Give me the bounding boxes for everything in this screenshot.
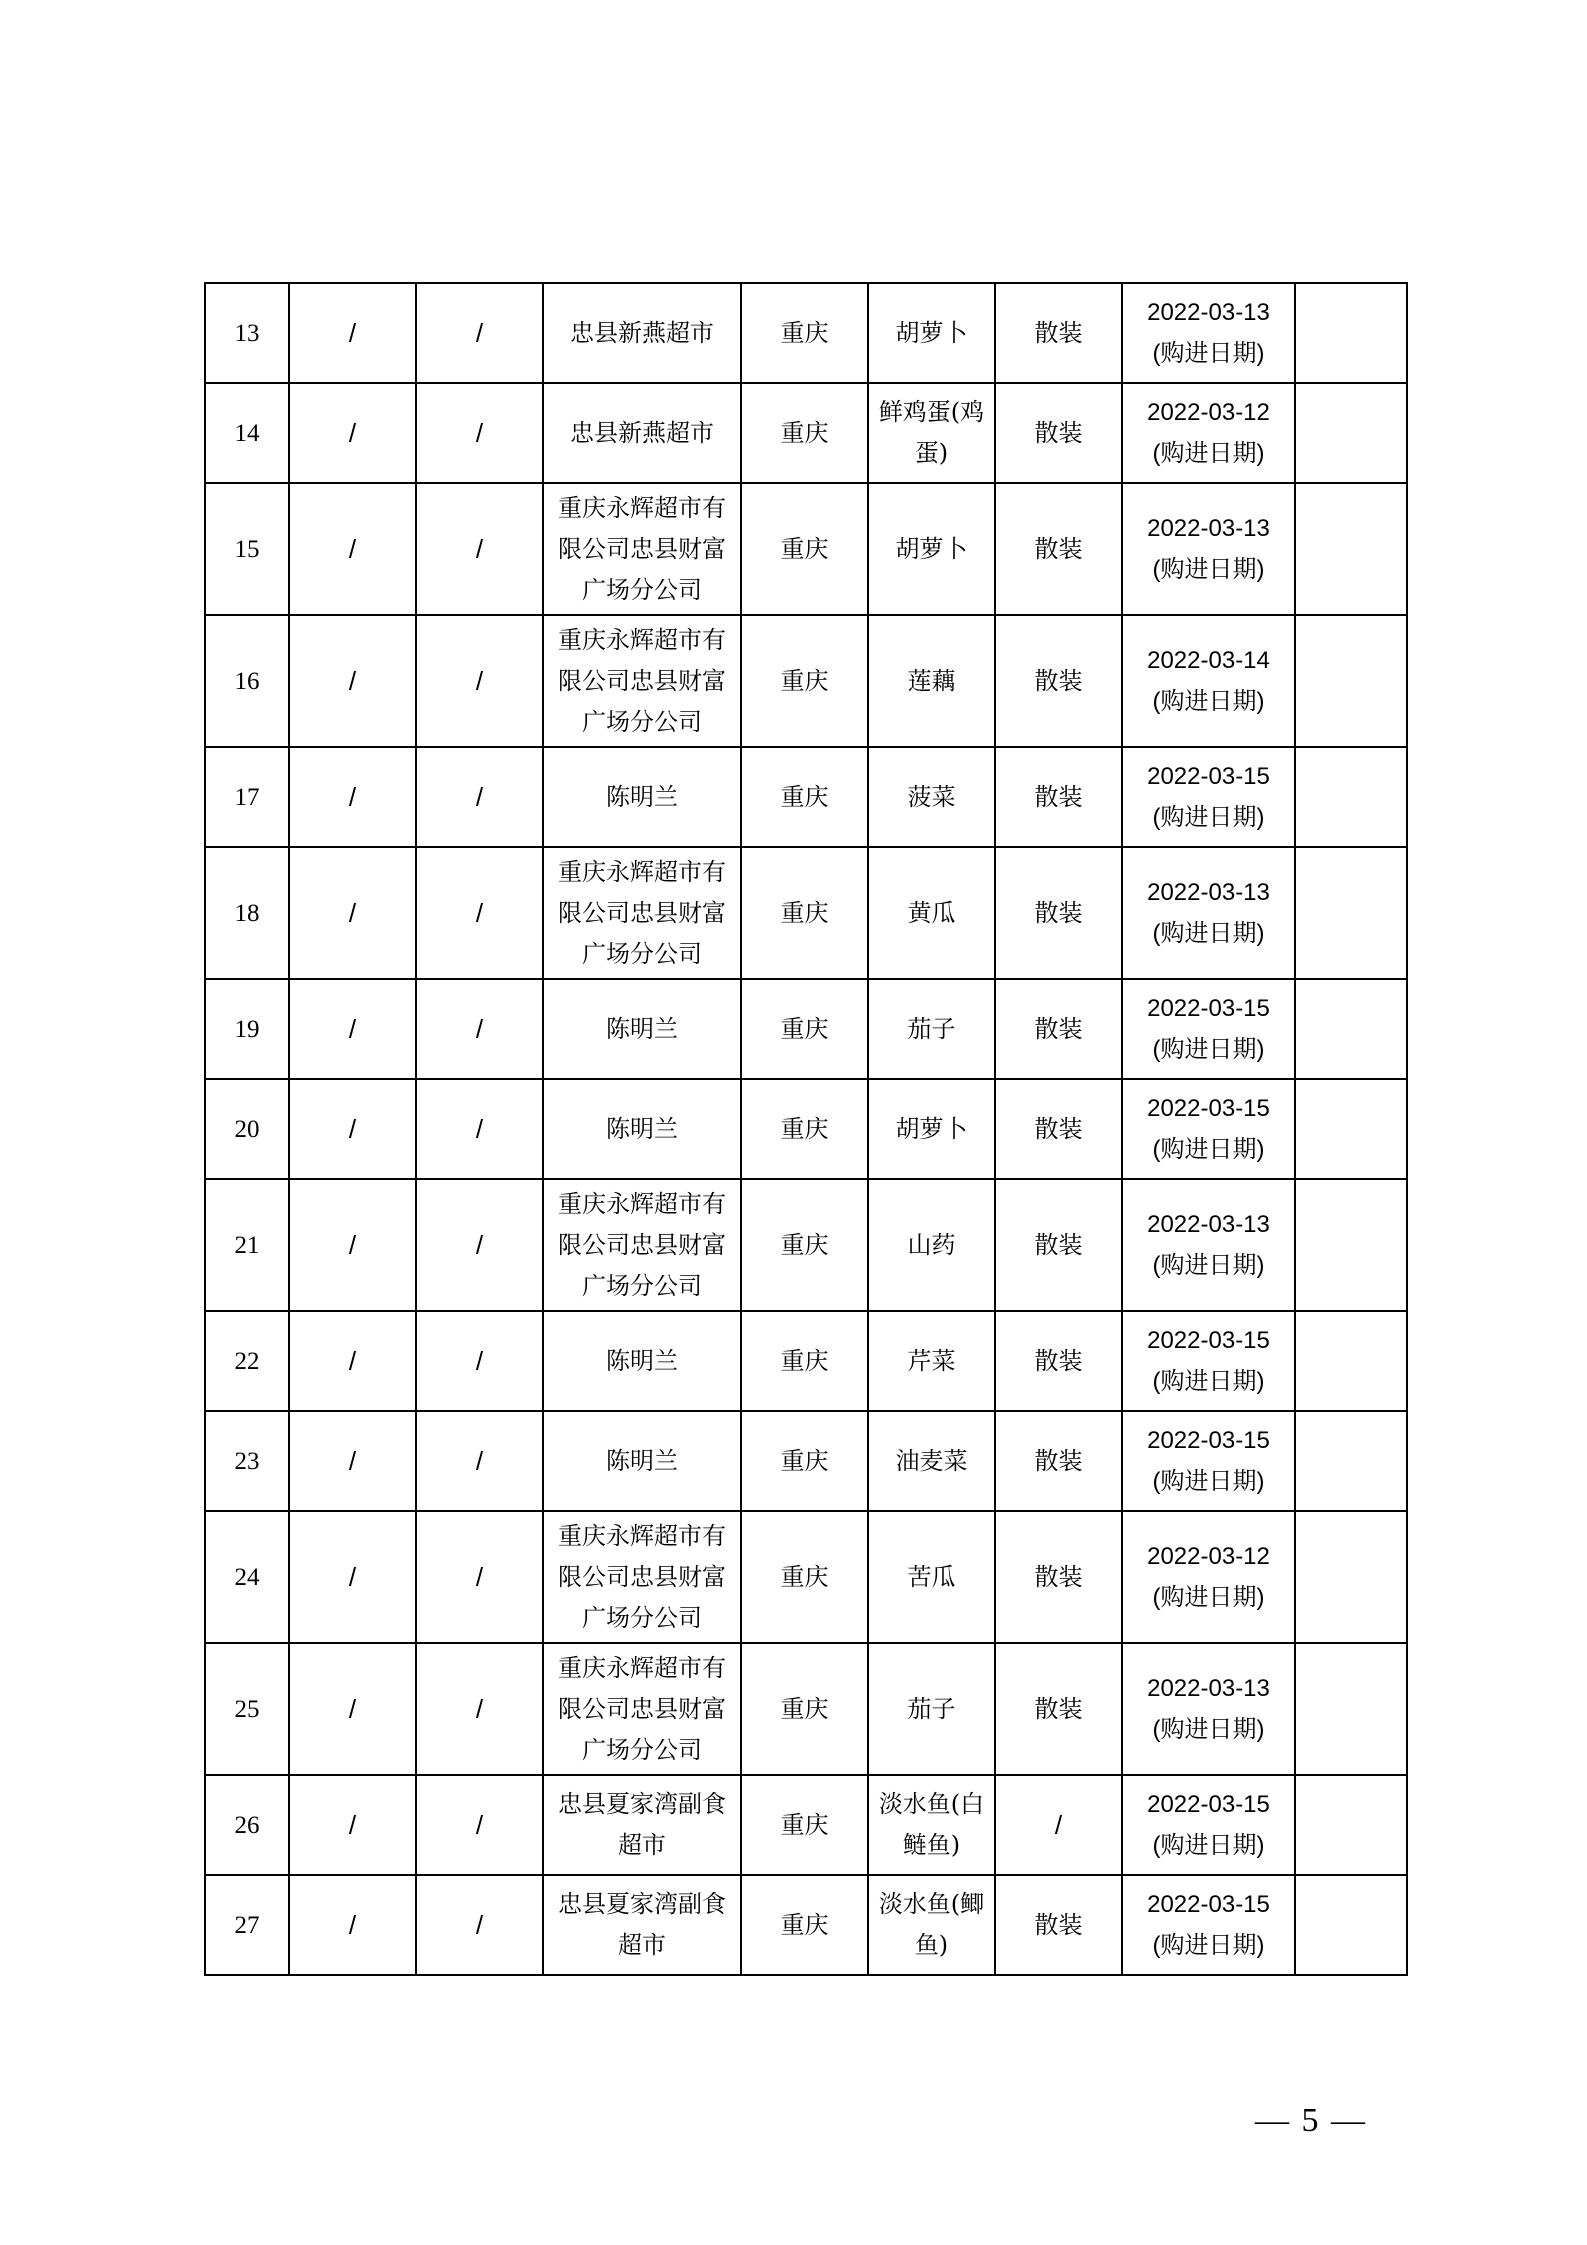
seller-name: 忠县新燕超市 <box>543 283 741 383</box>
cell-slash: / <box>416 483 543 615</box>
packaging: 散装 <box>995 1511 1122 1643</box>
purchase-date <box>1122 747 1295 847</box>
purchase-date <box>1122 1079 1295 1179</box>
cell-slash: / <box>289 847 416 979</box>
seller-name: 忠县夏家湾副食超市 <box>543 1875 741 1975</box>
seller-name: 忠县夏家湾副食超市 <box>543 1775 741 1875</box>
date-value: 2022-03-13 <box>1147 299 1270 326</box>
packaging: 散装 <box>995 1875 1122 1975</box>
cell-slash: / <box>289 383 416 483</box>
page-number: — 5 — <box>1255 2102 1367 2139</box>
origin: 重庆 <box>741 383 868 483</box>
date-value: 2022-03-13 <box>1147 515 1270 542</box>
product-name: 胡萝卜 <box>868 283 995 383</box>
cell-slash: / <box>289 1511 416 1643</box>
product-name: 胡萝卜 <box>868 483 995 615</box>
packaging: 散装 <box>995 1079 1122 1179</box>
table-body <box>205 283 1407 1975</box>
remark-cell <box>1295 1411 1407 1511</box>
seller-name: 陈明兰 <box>543 1311 741 1411</box>
date-note: (购进日期) <box>1152 804 1265 831</box>
cell-slash: / <box>416 615 543 747</box>
date-note: (购进日期) <box>1152 1468 1265 1495</box>
product-name: 淡水鱼(鲫鱼) <box>868 1875 995 1975</box>
purchase-date <box>1122 847 1295 979</box>
cell-slash: / <box>416 1511 543 1643</box>
product-name: 菠菜 <box>868 747 995 847</box>
purchase-date <box>1122 1775 1295 1875</box>
seller-name: 重庆永辉超市有限公司忠县财富广场分公司 <box>543 615 741 747</box>
purchase-date <box>1122 1511 1295 1643</box>
purchase-date <box>1122 1643 1295 1775</box>
date-value: 2022-03-13 <box>1147 1211 1270 1238</box>
remark-cell <box>1295 383 1407 483</box>
origin: 重庆 <box>741 1511 868 1643</box>
date-note: (购进日期) <box>1152 1932 1265 1959</box>
origin: 重庆 <box>741 847 868 979</box>
cell-slash: / <box>416 1079 543 1179</box>
seller-name: 重庆永辉超市有限公司忠县财富广场分公司 <box>543 483 741 615</box>
purchase-date <box>1122 979 1295 1079</box>
product-name: 莲藕 <box>868 615 995 747</box>
seller-name: 重庆永辉超市有限公司忠县财富广场分公司 <box>543 1643 741 1775</box>
row-number: 20 <box>205 1079 289 1179</box>
cell-slash: / <box>416 747 543 847</box>
date-note: (购进日期) <box>1152 688 1265 715</box>
origin: 重庆 <box>741 1311 868 1411</box>
product-name: 茄子 <box>868 1643 995 1775</box>
product-name: 茄子 <box>868 979 995 1079</box>
purchase-date <box>1122 615 1295 747</box>
table-row <box>205 1179 1407 1311</box>
product-name: 山药 <box>868 1179 995 1311</box>
seller-name: 陈明兰 <box>543 747 741 847</box>
date-value: 2022-03-15 <box>1147 1095 1270 1122</box>
date-value: 2022-03-14 <box>1147 647 1270 674</box>
date-value: 2022-03-13 <box>1147 1675 1270 1702</box>
table-row <box>205 1643 1407 1775</box>
origin: 重庆 <box>741 483 868 615</box>
cell-slash: / <box>416 383 543 483</box>
cell-slash: / <box>289 483 416 615</box>
table-row <box>205 1511 1407 1643</box>
remark-cell <box>1295 1511 1407 1643</box>
date-note: (购进日期) <box>1152 1584 1265 1611</box>
packaging: 散装 <box>995 615 1122 747</box>
date-value: 2022-03-12 <box>1147 1543 1270 1570</box>
remark-cell <box>1295 847 1407 979</box>
seller-name: 重庆永辉超市有限公司忠县财富广场分公司 <box>543 847 741 979</box>
table-row <box>205 1079 1407 1179</box>
origin: 重庆 <box>741 747 868 847</box>
date-value: 2022-03-15 <box>1147 995 1270 1022</box>
table-row <box>205 283 1407 383</box>
cell-slash: / <box>289 1775 416 1875</box>
packaging: 散装 <box>995 847 1122 979</box>
origin: 重庆 <box>741 1411 868 1511</box>
product-name: 鲜鸡蛋(鸡蛋) <box>868 383 995 483</box>
packaging: 散装 <box>995 1311 1122 1411</box>
remark-cell <box>1295 1179 1407 1311</box>
table-row <box>205 747 1407 847</box>
row-number: 25 <box>205 1643 289 1775</box>
date-note: (购进日期) <box>1152 440 1265 467</box>
remark-cell <box>1295 747 1407 847</box>
remark-cell <box>1295 1311 1407 1411</box>
packaging: 散装 <box>995 1643 1122 1775</box>
row-number: 16 <box>205 615 289 747</box>
cell-slash: / <box>416 1179 543 1311</box>
row-number: 24 <box>205 1511 289 1643</box>
product-name: 黄瓜 <box>868 847 995 979</box>
cell-slash: / <box>416 979 543 1079</box>
date-value: 2022-03-15 <box>1147 1891 1270 1918</box>
cell-slash: / <box>289 1311 416 1411</box>
cell-slash: / <box>416 1875 543 1975</box>
purchase-date <box>1122 1411 1295 1511</box>
origin: 重庆 <box>741 1875 868 1975</box>
row-number: 21 <box>205 1179 289 1311</box>
cell-slash: / <box>416 847 543 979</box>
packaging: 散装 <box>995 979 1122 1079</box>
row-number: 13 <box>205 283 289 383</box>
table-row <box>205 1775 1407 1875</box>
cell-slash: / <box>289 979 416 1079</box>
cell-slash: / <box>416 283 543 383</box>
remark-cell <box>1295 1775 1407 1875</box>
date-note: (购进日期) <box>1152 1252 1265 1279</box>
purchase-date <box>1122 1311 1295 1411</box>
date-note: (购进日期) <box>1152 920 1265 947</box>
results-table <box>204 282 1408 1976</box>
table-row <box>205 979 1407 1079</box>
remark-cell <box>1295 283 1407 383</box>
seller-name: 陈明兰 <box>543 979 741 1079</box>
remark-cell <box>1295 1643 1407 1775</box>
date-value: 2022-03-15 <box>1147 763 1270 790</box>
cell-slash: / <box>289 747 416 847</box>
product-name: 胡萝卜 <box>868 1079 995 1179</box>
seller-name: 陈明兰 <box>543 1079 741 1179</box>
origin: 重庆 <box>741 615 868 747</box>
origin: 重庆 <box>741 1079 868 1179</box>
row-number: 26 <box>205 1775 289 1875</box>
seller-name: 陈明兰 <box>543 1411 741 1511</box>
row-number: 18 <box>205 847 289 979</box>
cell-slash: / <box>289 1079 416 1179</box>
product-name: 淡水鱼(白鲢鱼) <box>868 1775 995 1875</box>
date-value: 2022-03-13 <box>1147 879 1270 906</box>
date-value: 2022-03-15 <box>1147 1327 1270 1354</box>
product-name: 苦瓜 <box>868 1511 995 1643</box>
date-note: (购进日期) <box>1152 1036 1265 1063</box>
seller-name: 忠县新燕超市 <box>543 383 741 483</box>
purchase-date <box>1122 483 1295 615</box>
table-row <box>205 383 1407 483</box>
row-number: 14 <box>205 383 289 483</box>
origin: 重庆 <box>741 1775 868 1875</box>
packaging: 散装 <box>995 1411 1122 1511</box>
cell-slash: / <box>416 1411 543 1511</box>
remark-cell <box>1295 1079 1407 1179</box>
row-number: 27 <box>205 1875 289 1975</box>
cell-slash: / <box>289 615 416 747</box>
table-row <box>205 1875 1407 1975</box>
origin: 重庆 <box>741 1643 868 1775</box>
date-value: 2022-03-15 <box>1147 1427 1270 1454</box>
product-name: 油麦菜 <box>868 1411 995 1511</box>
purchase-date <box>1122 1179 1295 1311</box>
packaging: 散装 <box>995 483 1122 615</box>
row-number: 17 <box>205 747 289 847</box>
cell-slash: / <box>289 1179 416 1311</box>
product-name: 芹菜 <box>868 1311 995 1411</box>
seller-name: 重庆永辉超市有限公司忠县财富广场分公司 <box>543 1179 741 1311</box>
purchase-date <box>1122 283 1295 383</box>
date-note: (购进日期) <box>1152 1716 1265 1743</box>
cell-slash: / <box>416 1775 543 1875</box>
date-note: (购进日期) <box>1152 1832 1265 1859</box>
table-row <box>205 615 1407 747</box>
row-number: 19 <box>205 979 289 1079</box>
cell-slash: / <box>289 1643 416 1775</box>
packaging: / <box>995 1775 1122 1875</box>
row-number: 15 <box>205 483 289 615</box>
date-note: (购进日期) <box>1152 1136 1265 1163</box>
cell-slash: / <box>289 283 416 383</box>
remark-cell <box>1295 483 1407 615</box>
remark-cell <box>1295 615 1407 747</box>
date-value: 2022-03-12 <box>1147 399 1270 426</box>
seller-name: 重庆永辉超市有限公司忠县财富广场分公司 <box>543 1511 741 1643</box>
origin: 重庆 <box>741 979 868 1079</box>
packaging: 散装 <box>995 1179 1122 1311</box>
packaging: 散装 <box>995 747 1122 847</box>
packaging: 散装 <box>995 383 1122 483</box>
date-note: (购进日期) <box>1152 340 1265 367</box>
cell-slash: / <box>289 1875 416 1975</box>
table-row <box>205 1311 1407 1411</box>
row-number: 22 <box>205 1311 289 1411</box>
origin: 重庆 <box>741 283 868 383</box>
date-value: 2022-03-15 <box>1147 1791 1270 1818</box>
table-row <box>205 847 1407 979</box>
row-number: 23 <box>205 1411 289 1511</box>
purchase-date <box>1122 1875 1295 1975</box>
cell-slash: / <box>416 1311 543 1411</box>
date-note: (购进日期) <box>1152 1368 1265 1395</box>
date-note: (购进日期) <box>1152 556 1265 583</box>
table-row <box>205 1411 1407 1511</box>
cell-slash: / <box>289 1411 416 1511</box>
origin: 重庆 <box>741 1179 868 1311</box>
cell-slash: / <box>416 1643 543 1775</box>
remark-cell <box>1295 1875 1407 1975</box>
remark-cell <box>1295 979 1407 1079</box>
packaging: 散装 <box>995 283 1122 383</box>
table-row <box>205 483 1407 615</box>
purchase-date <box>1122 383 1295 483</box>
